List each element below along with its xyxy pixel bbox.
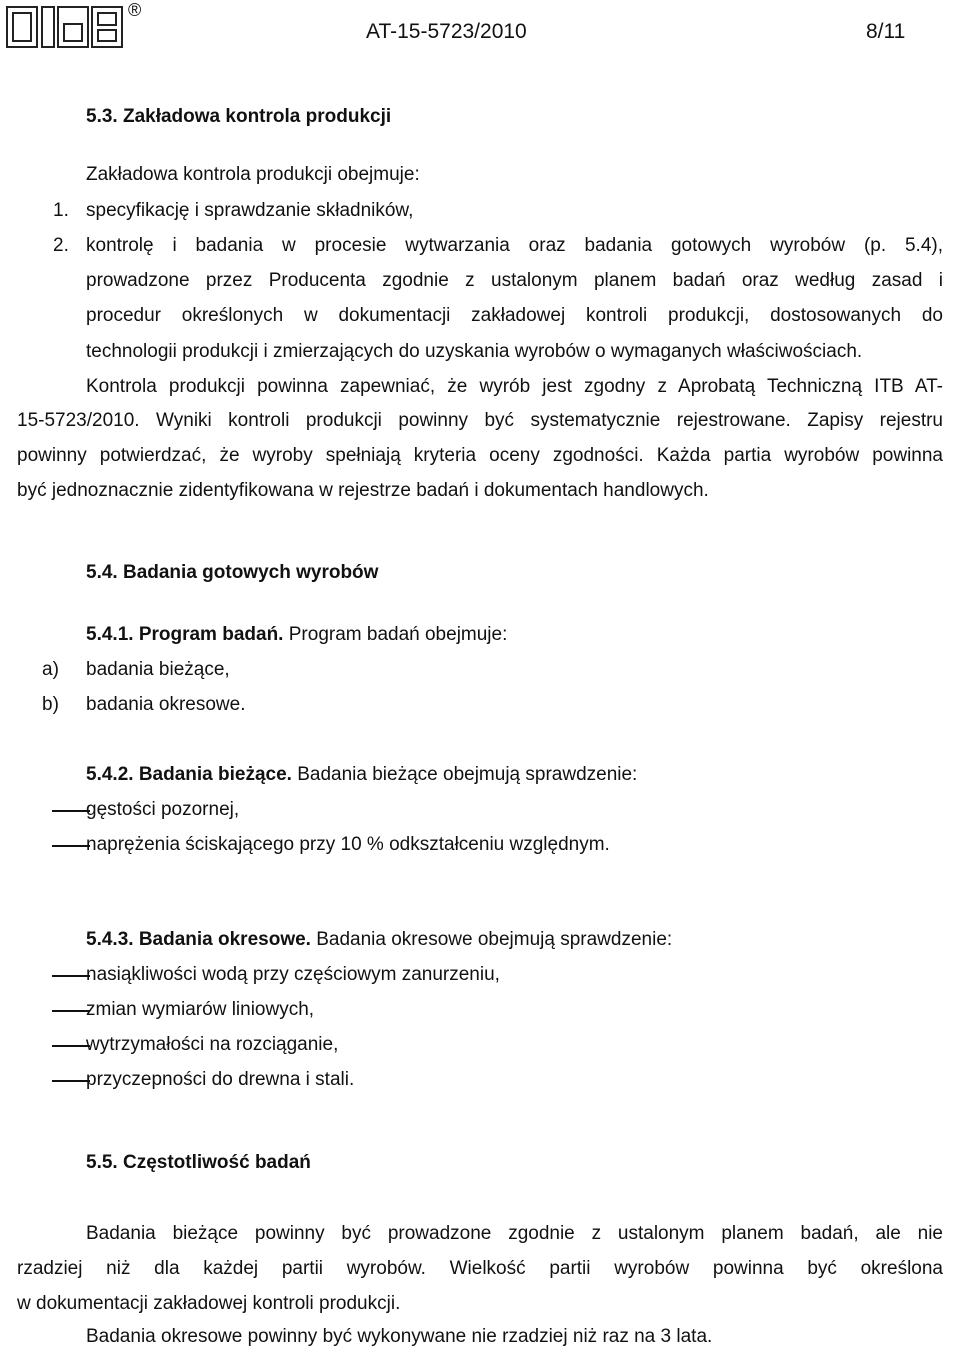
list-item-text: specyfikację i sprawdzanie składników,	[86, 200, 414, 221]
subsection-5-4-2	[86, 764, 637, 786]
list-item-text: przyczepności do drewna i stali.	[86, 1069, 355, 1090]
list-item-text: badania bieżące,	[86, 659, 230, 680]
document-id: AT-15-5723/2010	[366, 20, 527, 43]
section-5-3-intro: Zakładowa kontrola produkcji obejmuje:	[86, 164, 420, 185]
subsection-text: Program badań obejmuje:	[283, 624, 508, 645]
paragraph-line: 15-5723/2010. Wyniki kontroli produkcji powinny być systematycznie rejestrowane. Zapisy rejestru	[17, 410, 943, 431]
subsection-title: 5.4.1. Program badań.	[86, 624, 284, 645]
list-item-text: badania okresowe.	[86, 694, 246, 715]
registered-mark: ®	[128, 0, 142, 20]
list-item-text: gęstości pozornej,	[86, 799, 240, 820]
dash-bullet	[52, 1045, 90, 1047]
list-number: 1.	[53, 200, 69, 221]
dash-bullet	[52, 810, 90, 812]
list-item-text: naprężenia ściskającego przy 10 % odkształceniu względnym.	[86, 834, 610, 855]
itb-logo	[6, 6, 124, 48]
subsection-5-4-3	[86, 929, 672, 951]
dash-bullet	[52, 975, 90, 977]
subsection-text: Badania bieżące obejmują sprawdzenie:	[291, 764, 638, 785]
paragraph-line: rzadziej niż dla każdej partii wyrobów. Wielkość partii wyrobów powinna być określona	[17, 1258, 943, 1279]
list-number: 2.	[53, 235, 69, 256]
paragraph-line: Badania bieżące powinny być prowadzone zgodnie z ustalonym planem badań, ale nie	[86, 1223, 943, 1244]
subsection-title: 5.4.3. Badania okresowe.	[86, 929, 311, 950]
list-item-text: wytrzymałości na rozciąganie,	[86, 1034, 339, 1055]
list-label: a)	[42, 659, 59, 680]
list-item-text: kontrolę i badania w procesie wytwarzania oraz badania gotowych wyrobów (p. 5.4),	[86, 235, 943, 256]
dash-bullet	[52, 845, 90, 847]
paragraph-line: Badania okresowe powinny być wykonywane nie rzadziej niż raz na 3 lata.	[86, 1326, 713, 1347]
list-item-continuation: technologii produkcji i zmierzających do uzyskania wyrobów o wymaganych właściwościach.	[86, 341, 863, 362]
dash-bullet	[52, 1080, 90, 1082]
list-item-text: nasiąkliwości wodą przy częściowym zanurzeniu,	[86, 964, 500, 985]
subsection-text: Badania okresowe obejmują sprawdzenie:	[310, 929, 673, 950]
list-item-text: zmian wymiarów liniowych,	[86, 999, 315, 1020]
section-5-4-heading: 5.4. Badania gotowych wyrobów	[86, 562, 379, 583]
list-item-continuation: prowadzone przez Producenta zgodnie z ustalonym planem badań oraz według zasad i	[86, 270, 943, 291]
paragraph-line: powinny potwierdzać, że wyroby spełniają kryteria oceny zgodności. Każda partia wyrobów powinna	[17, 445, 943, 466]
dash-bullet	[52, 1010, 90, 1012]
paragraph-line: być jednoznacznie zidentyfikowana w rejestrze badań i dokumentach handlowych.	[17, 480, 709, 501]
section-5-3-heading: 5.3. Zakładowa kontrola produkcji	[86, 106, 392, 127]
paragraph-line: Kontrola produkcji powinna zapewniać, że wyrób jest zgodny z Aprobatą Techniczną ITB AT-	[86, 376, 943, 397]
page-number: 8/11	[866, 20, 906, 43]
list-item-continuation: procedur określonych w dokumentacji zakładowej kontroli produkcji, dostosowanych do	[86, 305, 943, 326]
list-label: b)	[42, 694, 59, 715]
paragraph-line: w dokumentacji zakładowej kontroli produkcji.	[17, 1293, 401, 1314]
section-5-5-heading: 5.5. Częstotliwość badań	[86, 1152, 311, 1173]
subsection-5-4-1	[86, 624, 507, 646]
subsection-title: 5.4.2. Badania bieżące.	[86, 764, 292, 785]
